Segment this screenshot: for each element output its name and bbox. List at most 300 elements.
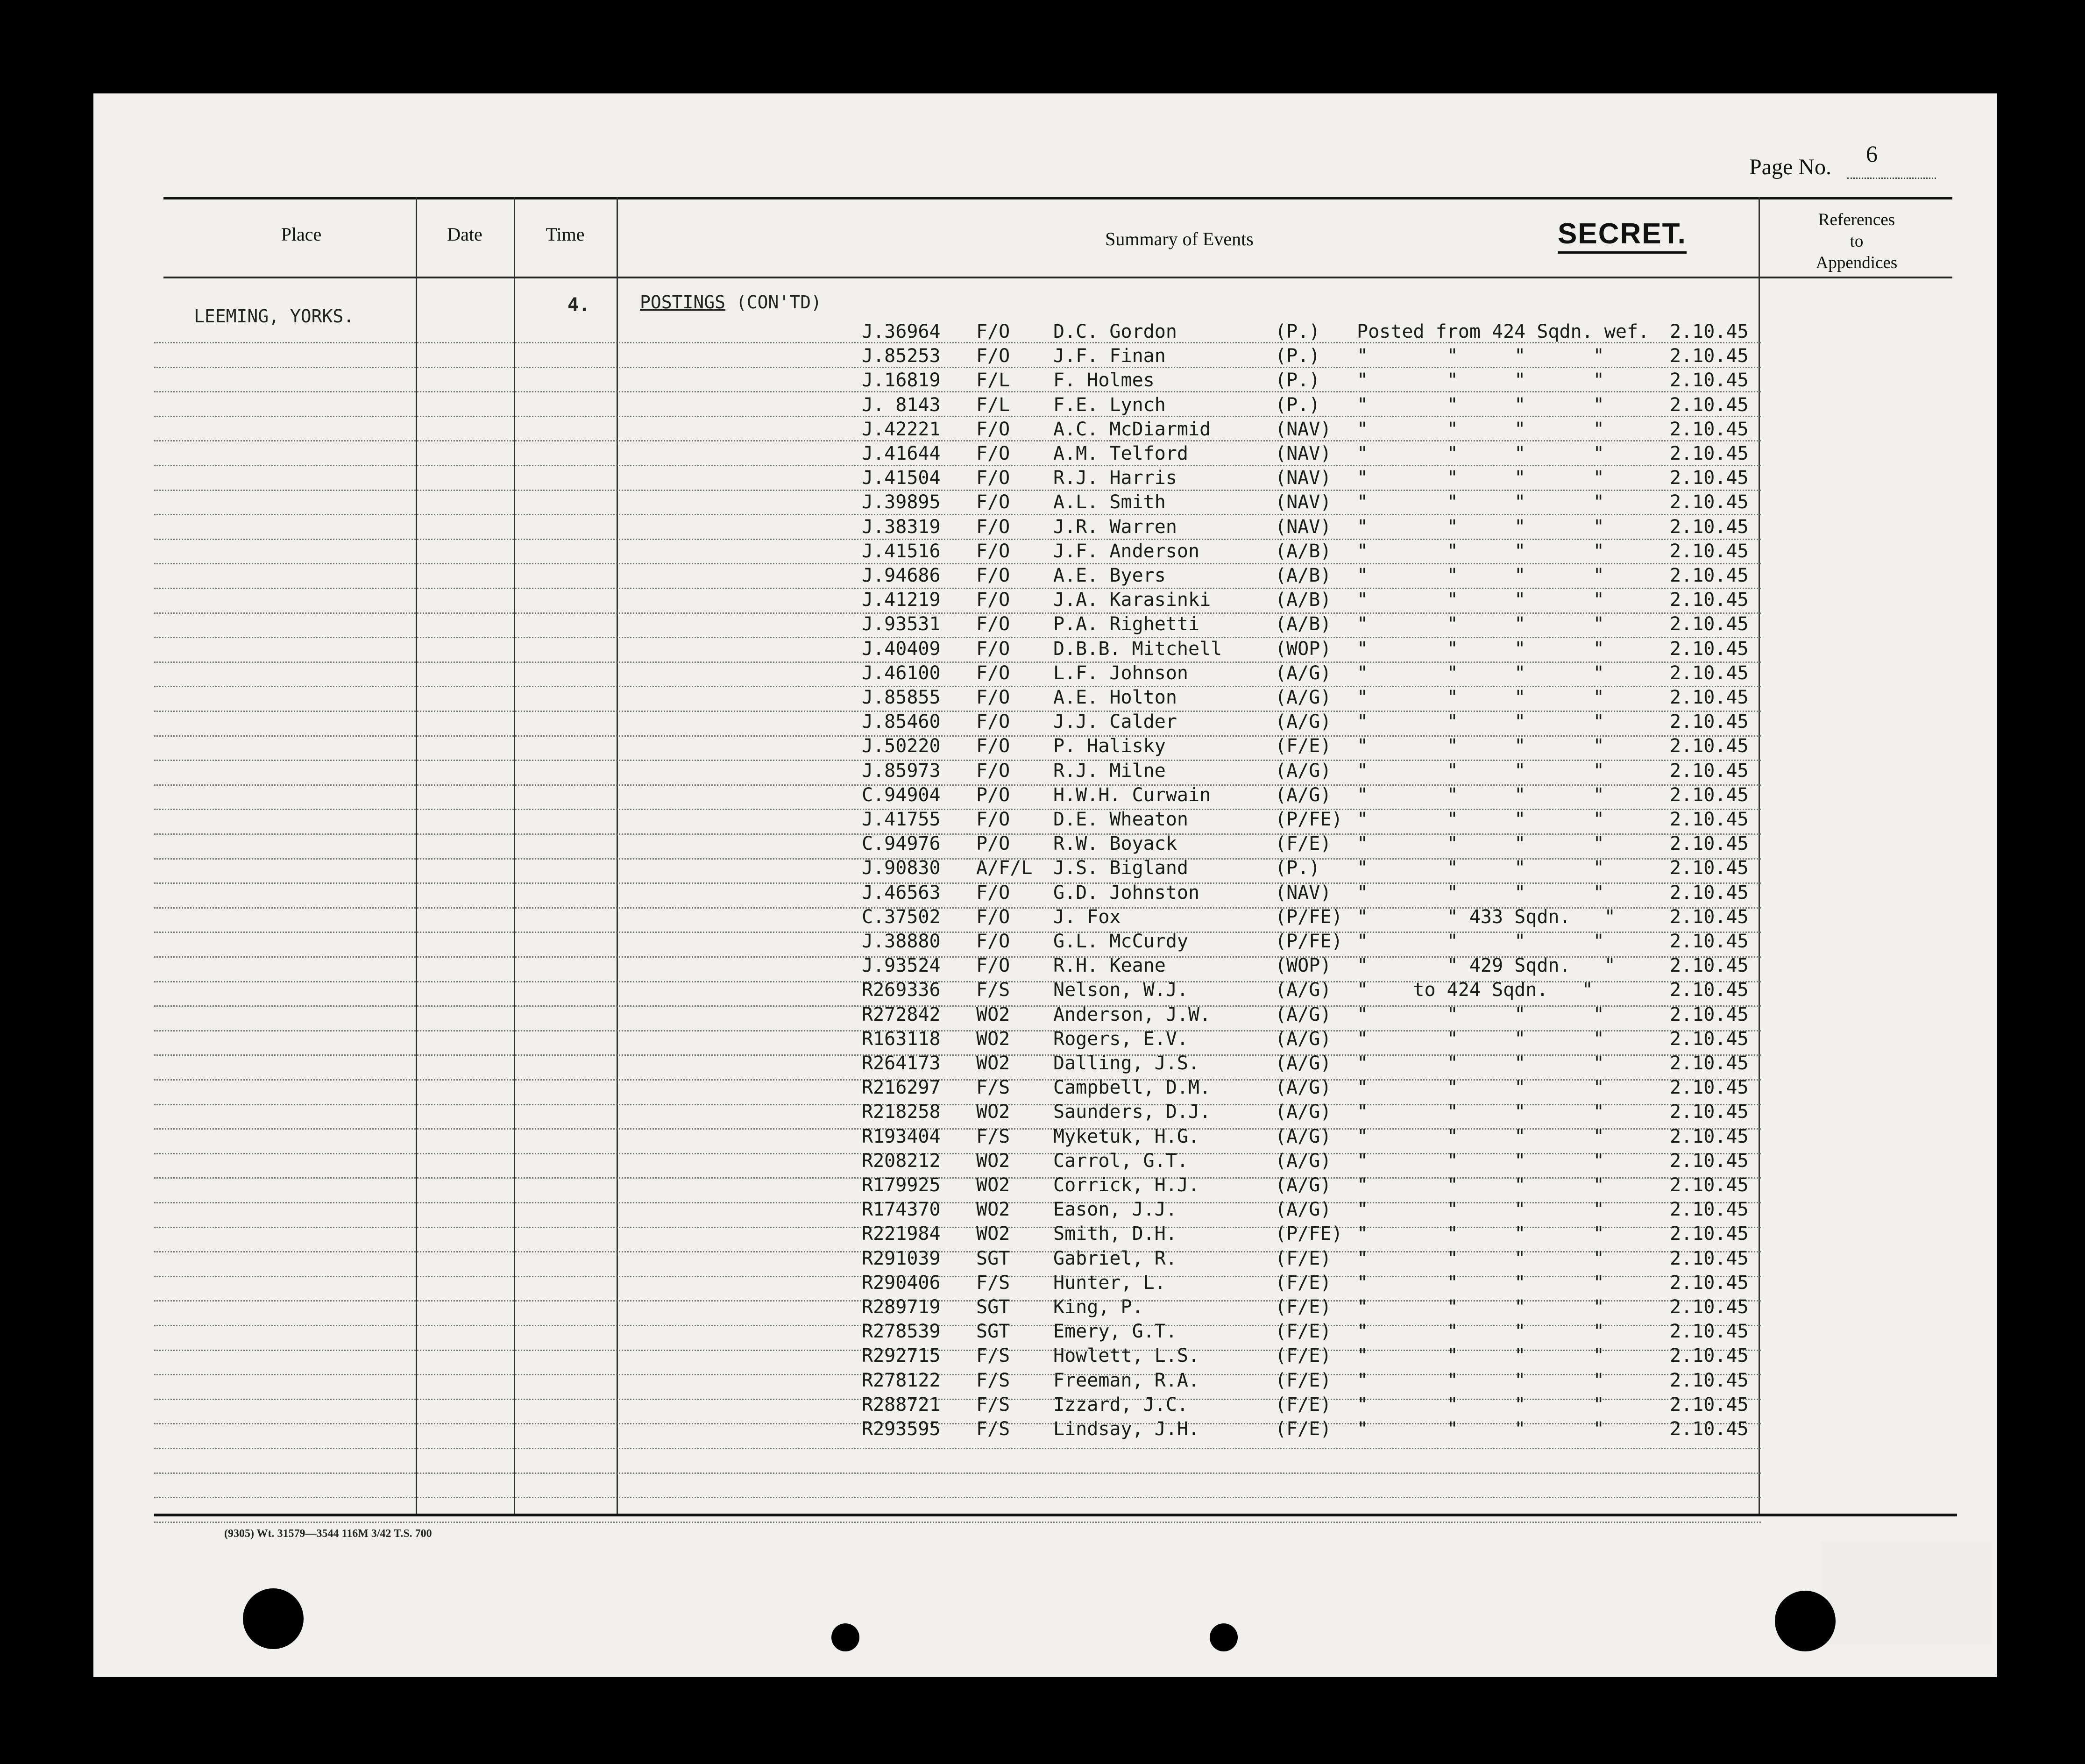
trade: (A/G) [1275, 687, 1332, 708]
rank: F/O [976, 906, 1010, 928]
postings-heading: POSTINGS (CON'TD) [640, 292, 822, 313]
rank: SGT [976, 1321, 1010, 1343]
name: J.F. Anderson [1053, 540, 1200, 562]
posting-action: " " " " [1357, 809, 1604, 830]
effective-date: 2.10.45 [1670, 662, 1749, 684]
posting-action: " " " " [1357, 1101, 1604, 1123]
ruled-line [154, 514, 1761, 515]
posting-action: " " " " [1357, 1345, 1604, 1367]
posting-row [862, 1224, 1749, 1245]
service-number: J.85855 [862, 687, 941, 708]
posting-row [862, 810, 1749, 831]
posting-row [862, 493, 1749, 513]
posting-row [862, 1176, 1749, 1196]
service-number: R289719 [862, 1296, 941, 1318]
rank: WO2 [976, 1028, 1010, 1050]
posting-action: " " " " [1357, 1223, 1604, 1245]
trade: (P/FE) [1275, 809, 1343, 830]
name: L.F. Johnson [1053, 662, 1188, 684]
trade: (A/B) [1275, 613, 1332, 635]
rank: F/O [976, 443, 1010, 464]
effective-date: 2.10.45 [1670, 1174, 1749, 1196]
rank: WO2 [976, 1223, 1010, 1245]
service-number: J.85973 [862, 760, 941, 782]
service-number: J.46100 [862, 662, 941, 684]
service-number: J.40409 [862, 638, 941, 660]
rank: F/O [976, 955, 1010, 977]
name: G.L. McCurdy [1053, 931, 1188, 952]
trade: (A/G) [1275, 1028, 1332, 1050]
posting-action: " " " " [1357, 1394, 1604, 1415]
effective-date: 2.10.45 [1670, 1369, 1749, 1391]
posting-row [862, 1152, 1749, 1172]
trade: (A/G) [1275, 1150, 1332, 1172]
service-number: J.41219 [862, 589, 941, 611]
trade: (A/B) [1275, 565, 1332, 586]
effective-date: 2.10.45 [1670, 1125, 1749, 1147]
rank: F/O [976, 638, 1010, 660]
posting-row [862, 615, 1749, 635]
effective-date: 2.10.45 [1670, 760, 1749, 782]
posting-action: " " " " [1357, 1053, 1604, 1074]
rank: WO2 [976, 1199, 1010, 1221]
rank: F/O [976, 760, 1010, 782]
effective-date: 2.10.45 [1670, 1003, 1749, 1025]
name: J.A. Karasinki [1053, 589, 1211, 611]
col-header-references: References to Appendices [1816, 210, 1898, 272]
posting-row [862, 322, 1749, 343]
posting-row [862, 712, 1749, 733]
name: A.C. McDiarmid [1053, 418, 1211, 440]
effective-date: 2.10.45 [1670, 711, 1749, 733]
posting-action: " " " " [1357, 1125, 1604, 1147]
posting-row [862, 420, 1749, 441]
rank: F/O [976, 931, 1010, 952]
trade: (A/G) [1275, 1174, 1332, 1196]
posting-action: " " " " [1357, 1150, 1604, 1172]
service-number: C.94976 [862, 833, 941, 855]
posting-action: " " " " [1357, 516, 1604, 538]
posting-row [862, 981, 1749, 1001]
posting-action: " " " " [1357, 613, 1604, 635]
posting-row [862, 444, 1749, 465]
binder-hole [1775, 1591, 1836, 1651]
rank: F/S [976, 1394, 1010, 1415]
service-number: R179925 [862, 1174, 941, 1196]
service-number: R216297 [862, 1077, 941, 1099]
posting-row [862, 737, 1749, 757]
trade: (NAV) [1275, 882, 1332, 903]
effective-date: 2.10.45 [1670, 491, 1749, 513]
page-number: 6 [1866, 141, 1878, 167]
trade: (F/E) [1275, 1345, 1332, 1367]
posting-row [862, 1054, 1749, 1074]
effective-date: 2.10.45 [1670, 1345, 1749, 1367]
rank: F/O [976, 345, 1010, 367]
binder-hole [1210, 1623, 1238, 1651]
service-number: C.94904 [862, 784, 941, 806]
effective-date: 2.10.45 [1670, 1272, 1749, 1294]
name: Corrick, H.J. [1053, 1174, 1200, 1196]
posting-action: " " " " [1357, 345, 1604, 367]
posting-action: " " " " [1357, 833, 1604, 855]
name: Anderson, J.W. [1053, 1003, 1211, 1025]
posting-action: " " " " [1357, 370, 1604, 391]
trade: (P.) [1275, 370, 1320, 391]
trade: (WOP) [1275, 955, 1332, 977]
service-number: J.90830 [862, 857, 941, 879]
name: A.M. Telford [1053, 443, 1188, 464]
posting-row [862, 786, 1749, 806]
service-number: R193404 [862, 1125, 941, 1147]
ruled-line [154, 1472, 1761, 1474]
service-number: R288721 [862, 1394, 941, 1415]
name: Campbell, D.M. [1053, 1077, 1211, 1099]
trade: (P/FE) [1275, 906, 1343, 928]
posting-row [862, 1420, 1749, 1440]
service-number: J.41644 [862, 443, 941, 464]
ruled-line [154, 1497, 1761, 1498]
service-number: R264173 [862, 1053, 941, 1074]
rank: WO2 [976, 1101, 1010, 1123]
page-number-line [1847, 178, 1936, 179]
service-number: J.41755 [862, 809, 941, 830]
posting-action: " " " " [1357, 1028, 1604, 1050]
ruled-line [154, 1522, 1761, 1523]
col-header-summary: Summary of Events [1105, 228, 1254, 249]
rank: F/O [976, 662, 1010, 684]
posting-action: " to 424 Sqdn. " [1357, 979, 1593, 1001]
name: Saunders, D.J. [1053, 1101, 1211, 1123]
trade: (P/FE) [1275, 931, 1343, 952]
rank: F/O [976, 565, 1010, 586]
rank: F/O [976, 516, 1010, 538]
service-number: R290406 [862, 1272, 941, 1294]
service-number: J.93531 [862, 613, 941, 635]
trade: (A/G) [1275, 1199, 1332, 1221]
effective-date: 2.10.45 [1670, 735, 1749, 757]
rank: F/O [976, 491, 1010, 513]
posting-row [862, 542, 1749, 562]
posting-action: " " " " [1357, 394, 1604, 416]
name: D.C. Gordon [1053, 321, 1177, 342]
posting-row [862, 1346, 1749, 1367]
posting-action: " " 429 Sqdn. " [1357, 955, 1616, 977]
name: Rogers, E.V. [1053, 1028, 1188, 1050]
name: Carrol, G.T. [1053, 1150, 1188, 1172]
posting-row [862, 956, 1749, 977]
trade: (A/G) [1275, 1101, 1332, 1123]
effective-date: 2.10.45 [1670, 516, 1749, 538]
service-number: J.36964 [862, 321, 941, 342]
effective-date: 2.10.45 [1670, 443, 1749, 464]
posting-row [862, 883, 1749, 904]
posting-action: " " " " [1357, 1003, 1604, 1025]
service-number: R272842 [862, 1003, 941, 1025]
posting-row [862, 1005, 1749, 1026]
sheet-corner [1822, 1542, 1992, 1644]
rank: F/O [976, 418, 1010, 440]
posting-action: " " " " [1357, 1321, 1604, 1343]
service-number: J.41504 [862, 467, 941, 489]
service-number: J.85460 [862, 711, 941, 733]
rank: F/S [976, 1369, 1010, 1391]
rank: F/O [976, 882, 1010, 903]
rank: WO2 [976, 1150, 1010, 1172]
rank: WO2 [976, 1174, 1010, 1196]
posting-row [862, 518, 1749, 538]
service-number: R174370 [862, 1199, 941, 1221]
ruled-line [154, 465, 1761, 466]
effective-date: 2.10.45 [1670, 1077, 1749, 1099]
service-number: R163118 [862, 1028, 941, 1050]
effective-date: 2.10.45 [1670, 1394, 1749, 1415]
trade: (A/G) [1275, 784, 1332, 806]
name: Myketuk, H.G. [1053, 1125, 1200, 1147]
service-number: J.94686 [862, 565, 941, 586]
column-divider [617, 197, 618, 1514]
effective-date: 2.10.45 [1670, 321, 1749, 342]
rank: SGT [976, 1247, 1010, 1269]
effective-date: 2.10.45 [1670, 613, 1749, 635]
service-number: R292715 [862, 1345, 941, 1367]
trade: (F/E) [1275, 1247, 1332, 1269]
posting-action: " " " " [1357, 687, 1604, 708]
posting-action: " " " " [1357, 418, 1604, 440]
bottom-rule [154, 1514, 1957, 1516]
name: Freeman, R.A. [1053, 1369, 1200, 1391]
trade: (NAV) [1275, 516, 1332, 538]
name: J.S. Bigland [1053, 857, 1188, 879]
posting-action: " " " " [1357, 1418, 1604, 1440]
posting-action: " " " " [1357, 491, 1604, 513]
name: R.H. Keane [1053, 955, 1166, 977]
effective-date: 2.10.45 [1670, 1150, 1749, 1172]
trade: (P.) [1275, 321, 1320, 342]
effective-date: 2.10.45 [1670, 1247, 1749, 1269]
effective-date: 2.10.45 [1670, 1199, 1749, 1221]
posting-row [862, 1127, 1749, 1148]
time-value: 4. [567, 294, 590, 316]
name: F.E. Lynch [1053, 394, 1166, 416]
rank: F/O [976, 735, 1010, 757]
rank: F/O [976, 540, 1010, 562]
effective-date: 2.10.45 [1670, 1101, 1749, 1123]
effective-date: 2.10.45 [1670, 418, 1749, 440]
trade: (P/FE) [1275, 1223, 1343, 1245]
name: Lindsay, J.H. [1053, 1418, 1200, 1440]
trade: (NAV) [1275, 443, 1332, 464]
name: R.W. Boyack [1053, 833, 1177, 855]
rank: F/S [976, 1272, 1010, 1294]
posting-row [862, 932, 1749, 953]
name: King, P. [1053, 1296, 1143, 1318]
trade: (F/E) [1275, 1272, 1332, 1294]
posting-action: " " " " [1357, 1296, 1604, 1318]
posting-action: " " " " [1357, 711, 1604, 733]
service-number: J.41516 [862, 540, 941, 562]
ruled-line [154, 563, 1761, 564]
trade: (A/G) [1275, 1125, 1332, 1147]
name: J.R. Warren [1053, 516, 1177, 538]
posting-row [862, 347, 1749, 367]
trade: (A/G) [1275, 1003, 1332, 1025]
name: A.E. Byers [1053, 565, 1166, 586]
effective-date: 2.10.45 [1670, 833, 1749, 855]
trade: (A/G) [1275, 662, 1332, 684]
rank: F/S [976, 1345, 1010, 1367]
posting-row [862, 1249, 1749, 1270]
header-top-rule [163, 197, 1952, 199]
service-number: R208212 [862, 1150, 941, 1172]
posting-action: " " " " [1357, 638, 1604, 660]
trade: (F/E) [1275, 1296, 1332, 1318]
name: Nelson, W.J. [1053, 979, 1188, 1001]
effective-date: 2.10.45 [1670, 394, 1749, 416]
trade: (A/G) [1275, 760, 1332, 782]
posting-row [862, 371, 1749, 391]
rank: F/S [976, 1077, 1010, 1099]
posting-row [862, 640, 1749, 660]
rank: F/S [976, 979, 1010, 1001]
name: Izzard, J.C. [1053, 1394, 1188, 1415]
name: Howlett, L.S. [1053, 1345, 1200, 1367]
posting-row [862, 1322, 1749, 1343]
name: Eason, J.J. [1053, 1199, 1177, 1221]
effective-date: 2.10.45 [1670, 370, 1749, 391]
place-value: LEEMING, YORKS. [194, 306, 355, 327]
col-header-date: Date [447, 224, 482, 245]
trade: (WOP) [1275, 638, 1332, 660]
effective-date: 2.10.45 [1670, 857, 1749, 879]
effective-date: 2.10.45 [1670, 1028, 1749, 1050]
rank: F/O [976, 711, 1010, 733]
effective-date: 2.10.45 [1670, 784, 1749, 806]
posting-row [862, 590, 1749, 611]
effective-date: 2.10.45 [1670, 1296, 1749, 1318]
effective-date: 2.10.45 [1670, 540, 1749, 562]
service-number: J.93524 [862, 955, 941, 977]
rank: F/S [976, 1418, 1010, 1440]
effective-date: 2.10.45 [1670, 687, 1749, 708]
posting-action: " " " " [1357, 1077, 1604, 1099]
service-number: R221984 [862, 1223, 941, 1245]
trade: (NAV) [1275, 467, 1332, 489]
posting-action: " " " " [1357, 784, 1604, 806]
effective-date: 2.10.45 [1670, 638, 1749, 660]
posting-action: " " " " [1357, 443, 1604, 464]
name: Dalling, J.S. [1053, 1053, 1200, 1074]
trade: (P.) [1275, 857, 1320, 879]
trade: (P.) [1275, 345, 1320, 367]
page-number-label: Page No. [1749, 155, 1831, 179]
posting-row [862, 566, 1749, 587]
trade: (F/E) [1275, 735, 1332, 757]
col-header-place: Place [281, 224, 322, 245]
posting-action: " " " " [1357, 1369, 1604, 1391]
service-number: J. 8143 [862, 394, 941, 416]
rank: F/L [976, 394, 1010, 416]
ruled-line [154, 490, 1761, 491]
name: P. Halisky [1053, 735, 1166, 757]
posting-row [862, 1200, 1749, 1221]
ruled-line [154, 440, 1761, 441]
rank: F/L [976, 370, 1010, 391]
effective-date: 2.10.45 [1670, 882, 1749, 903]
trade: (NAV) [1275, 491, 1332, 513]
effective-date: 2.10.45 [1670, 589, 1749, 611]
effective-date: 2.10.45 [1670, 1223, 1749, 1245]
col-header-time: Time [546, 224, 585, 245]
trade: (F/E) [1275, 833, 1332, 855]
service-number: R269336 [862, 979, 941, 1001]
posting-action: " " " " [1357, 1199, 1604, 1221]
posting-row [862, 469, 1749, 489]
printer-imprint: (9305) Wt. 31579—3544 116M 3/42 T.S. 700 [224, 1528, 432, 1540]
posting-row [862, 396, 1749, 416]
posting-action: " " " " [1357, 662, 1604, 684]
posting-action: Posted from 424 Sqdn. wef. [1357, 321, 1650, 342]
posting-action: " " " " [1357, 540, 1604, 562]
posting-action: " " " " [1357, 1272, 1604, 1294]
posting-row [862, 859, 1749, 879]
posting-row [862, 1298, 1749, 1318]
service-number: J.42221 [862, 418, 941, 440]
rank: P/O [976, 784, 1010, 806]
trade: (A/B) [1275, 589, 1332, 611]
effective-date: 2.10.45 [1670, 1053, 1749, 1074]
trade: (A/G) [1275, 979, 1332, 1001]
posting-row [862, 761, 1749, 782]
rank: F/O [976, 467, 1010, 489]
rank: F/O [976, 613, 1010, 635]
posting-action: " " " " [1357, 467, 1604, 489]
posting-row [862, 834, 1749, 855]
name: D.E. Wheaton [1053, 809, 1188, 830]
rank: F/O [976, 809, 1010, 830]
name: F. Holmes [1053, 370, 1155, 391]
trade: (A/G) [1275, 711, 1332, 733]
name: J. Fox [1053, 906, 1121, 928]
service-number: R278539 [862, 1321, 941, 1343]
column-divider [416, 197, 417, 1514]
trade: (F/E) [1275, 1369, 1332, 1391]
rank: F/O [976, 687, 1010, 708]
ruled-line [154, 539, 1761, 540]
name: H.W.H. Curwain [1053, 784, 1211, 806]
name: R.J. Milne [1053, 760, 1166, 782]
posting-row [862, 908, 1749, 928]
column-divider [514, 197, 515, 1514]
rank: WO2 [976, 1003, 1010, 1025]
rank: A/F/L [976, 857, 1033, 879]
posting-action: " " " " [1357, 735, 1604, 757]
service-number: J.38880 [862, 931, 941, 952]
posting-row [862, 1102, 1749, 1123]
posting-action: " " " " [1357, 1174, 1604, 1196]
trade: (P.) [1275, 394, 1320, 416]
service-number: R291039 [862, 1247, 941, 1269]
name: Emery, G.T. [1053, 1321, 1177, 1343]
service-number: J.85253 [862, 345, 941, 367]
effective-date: 2.10.45 [1670, 1321, 1749, 1343]
posting-row [862, 664, 1749, 684]
name: Gabriel, R. [1053, 1247, 1177, 1269]
trade: (F/E) [1275, 1321, 1332, 1343]
posting-row [862, 1078, 1749, 1099]
effective-date: 2.10.45 [1670, 345, 1749, 367]
name: G.D. Johnston [1053, 882, 1200, 903]
